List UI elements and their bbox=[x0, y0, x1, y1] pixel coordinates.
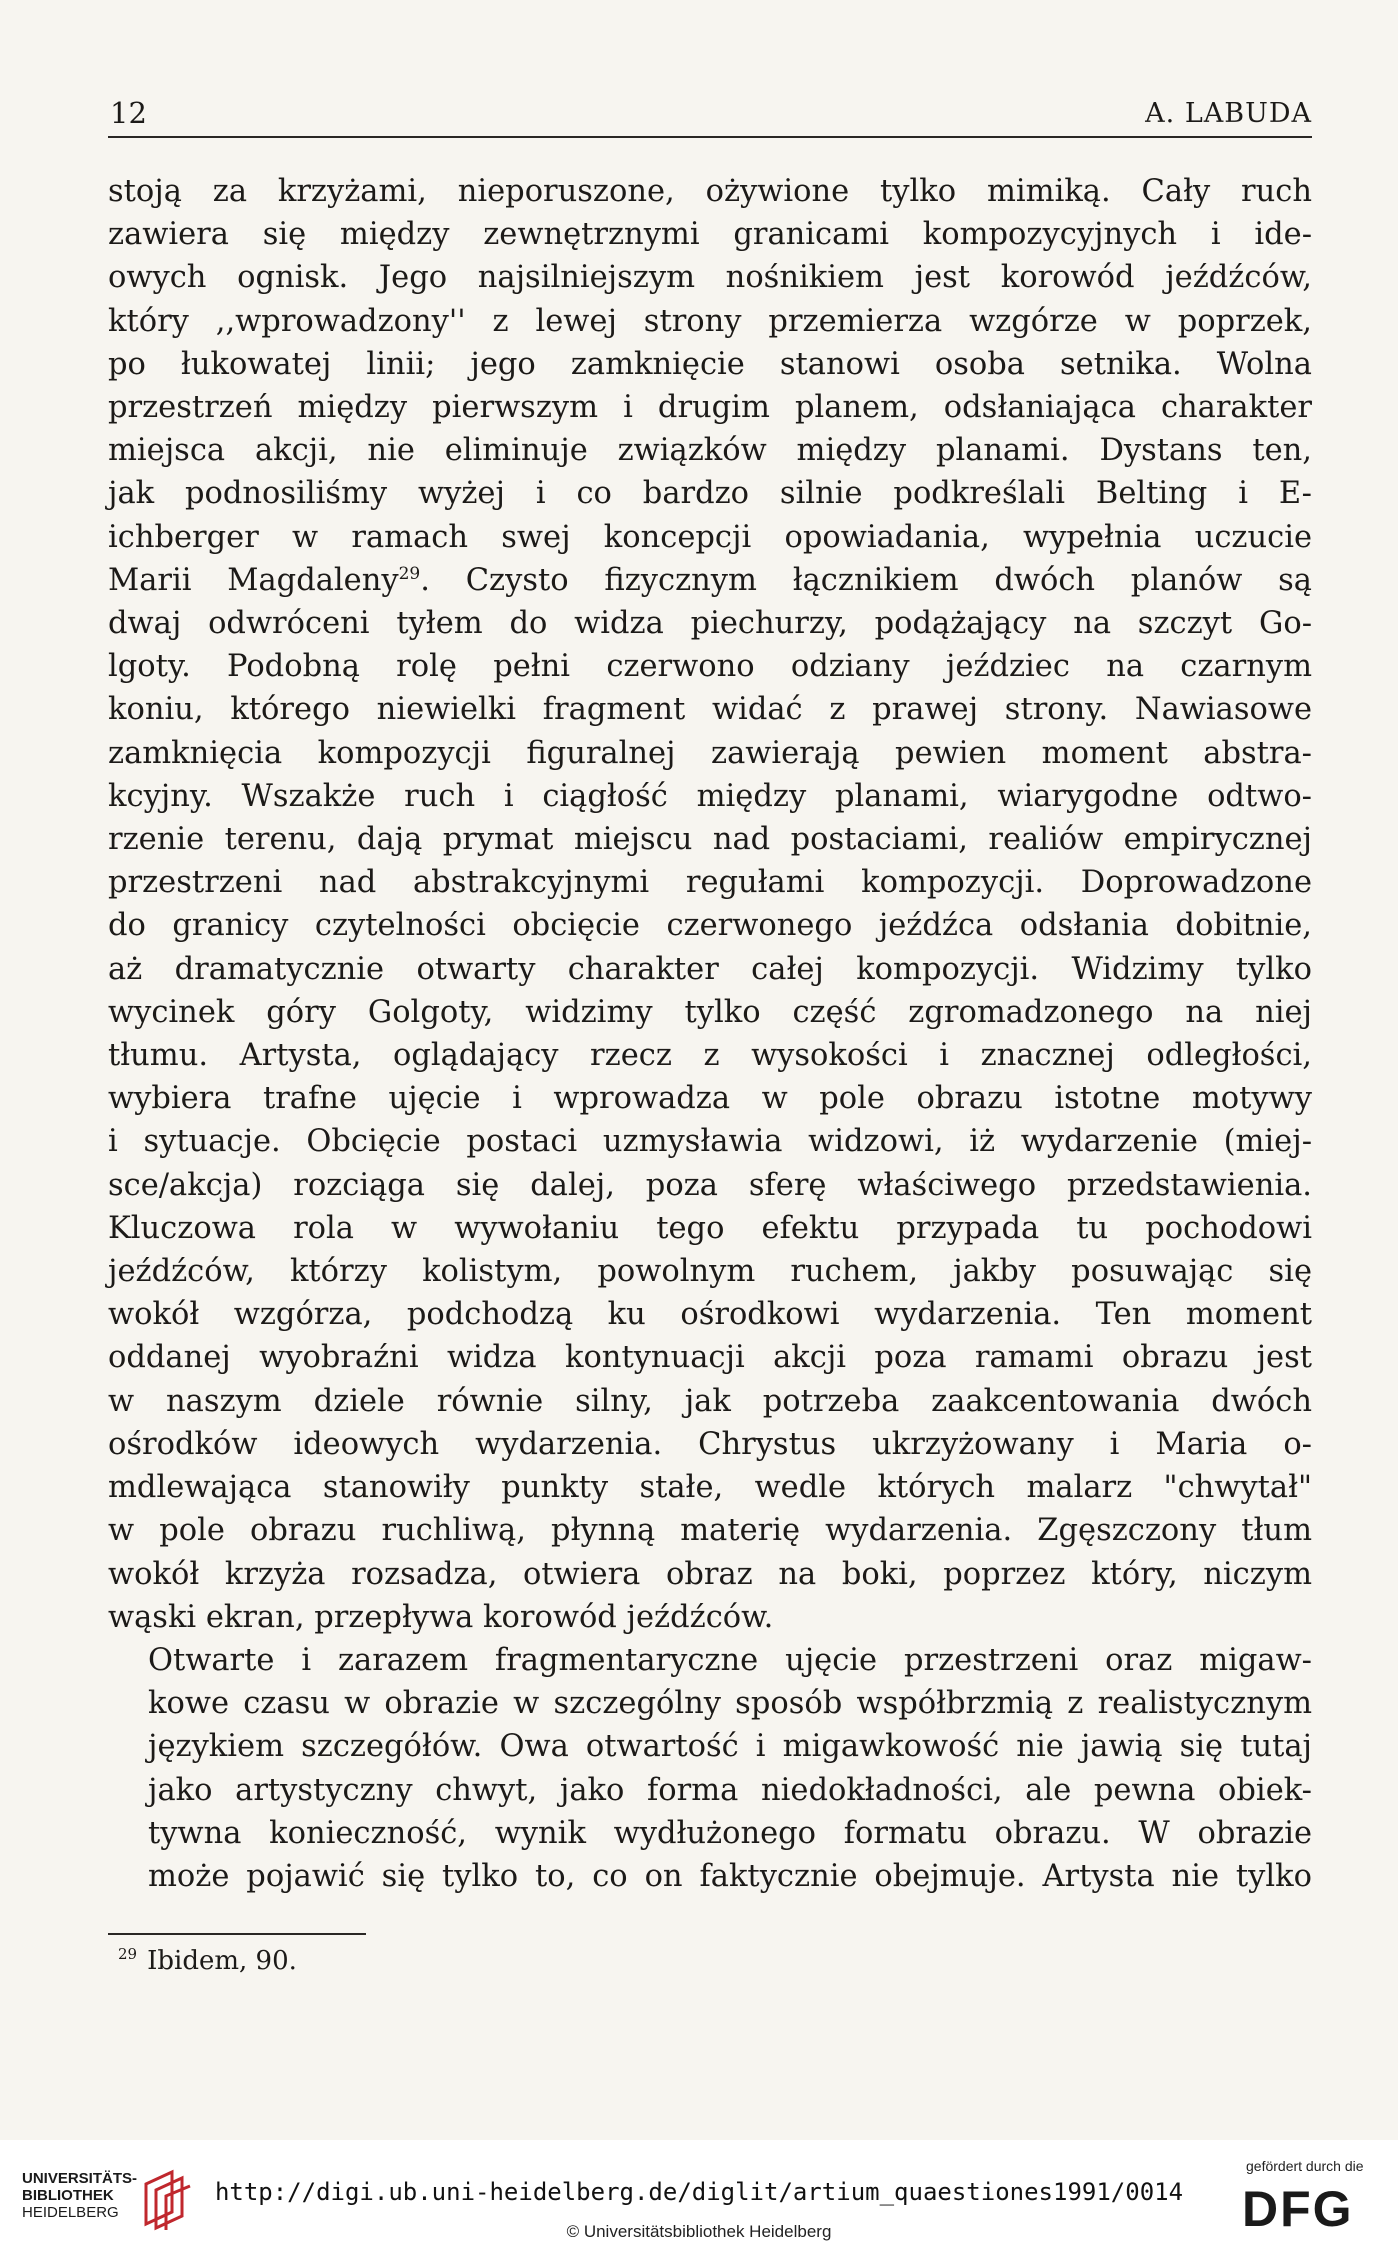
library-name-line: HEIDELBERG bbox=[22, 2204, 119, 2221]
text-line: stoją za krzyżami, nieporuszone, ożywione tylko mimiką. Cały ruch bbox=[108, 174, 1312, 209]
text-line: sce/akcja) rozciąga się dalej, poza sferę właściwego przedstawienia. bbox=[108, 1167, 1312, 1203]
text-line: ichberger w ramach swej koncepcji opowiadania, wypełnia uczucie bbox=[108, 519, 1312, 555]
text-line: i sytuacje. Obcięcie postaci uzmysławia widzowi, iż wydarzenie (miej- bbox=[108, 1124, 1312, 1160]
text-line: koniu, którego niewielki fragment widać z prawej strony. Nawiasowe bbox=[108, 692, 1312, 728]
text-line: kowe czasu w obrazie w szczególny sposób współbrzmią z realistycznym bbox=[148, 1686, 1312, 1722]
text-line: zamknięcia kompozycji figuralnej zawierają pewien moment abstra- bbox=[108, 735, 1312, 771]
text-line: mdlewająca stanowiły punkty stałe, wedle których malarz "chwytał" bbox=[108, 1470, 1312, 1506]
footnote-text: Ibidem, 90. bbox=[147, 1946, 297, 1976]
library-name-line: BIBLIOTHEK bbox=[22, 2187, 114, 2204]
text-line: dwaj odwróceni tyłem do widza piechurzy, podążający na szczyt Go- bbox=[108, 606, 1312, 642]
text-line: wybiera trafne ujęcie i wprowadza w pole obrazu istotne motywy bbox=[108, 1081, 1312, 1117]
text-line: ośrodków ideowych wydarzenia. Chrystus ukrzyżowany i Maria o- bbox=[108, 1426, 1312, 1462]
text-line: wycinek góry Golgoty, widzimy tylko część zgromadzonego na niej bbox=[108, 994, 1312, 1030]
text-line: rzenie terenu, dają prymat miejscu nad postaciami, realiów empirycznej bbox=[108, 822, 1312, 858]
text-line: jako artystyczny chwyt, jako forma niedokładności, ale pewna obiek- bbox=[148, 1772, 1312, 1808]
text-line: lgoty. Podobną rolę pełni czerwono odziany jeździec na czarnym bbox=[108, 649, 1312, 685]
text-line-with-footnote bbox=[108, 559, 1312, 602]
text-line: wokół wzgórza, podchodzą ku ośrodkowi wydarzenia. Ten moment bbox=[108, 1297, 1312, 1333]
running-head-author: A. LABUDA bbox=[1145, 98, 1312, 129]
text-line: owych ognisk. Jego najsilniejszym nośnikiem jest korowód jeźdźców, bbox=[108, 260, 1312, 296]
paragraph-1 bbox=[108, 170, 1312, 1639]
footnote bbox=[118, 1946, 297, 1976]
text-line: po łukowatej linii; jego zamknięcie stanowi osoba setnika. Wolna bbox=[108, 346, 1312, 382]
text-line: w naszym dziele równie silny, jak potrzeba zaakcentowania dwóch bbox=[108, 1383, 1312, 1419]
text-line: który ,,wprowadzony'' z lewej strony przemierza wzgórze w poprzek, bbox=[108, 303, 1312, 339]
text-line: Kluczowa rola w wywołaniu tego efektu przypada tu pochodowi bbox=[108, 1210, 1312, 1246]
text-line: jeźdźców, którzy kolistym, powolnym ruchem, jakby posuwając się bbox=[108, 1254, 1312, 1290]
text-line: oddanej wyobraźni widza kontynuacji akcji poza ramami obrazu jest bbox=[108, 1340, 1312, 1376]
permalink-url[interactable]: http://digi.ub.uni-heidelberg.de/diglit/artium_quaestiones1991/0014 bbox=[214, 2178, 1184, 2206]
footnote-number: 29 bbox=[118, 1945, 138, 1964]
text-line: jak podnosiliśmy wyżej i co bardzo silnie podkreślali Belting i E- bbox=[108, 476, 1312, 512]
text-fragment: . Czysto fizycznym łącznikiem dwóch planów są bbox=[420, 562, 1312, 598]
text-line: Otwarte i zarazem fragmentaryczne ujęcie przestrzeni oraz migaw- bbox=[148, 1642, 1312, 1678]
text-line: wokół krzyża rozsadza, otwiera obraz na boki, poprzez który, niczym bbox=[108, 1556, 1312, 1592]
paragraph-2 bbox=[108, 1639, 1312, 1898]
svg-text:DFG: DFG bbox=[1242, 2181, 1354, 2234]
text-line: do granicy czytelności obcięcie czerwonego jeźdźca odsłania dobitnie, bbox=[108, 908, 1312, 944]
digitization-footer bbox=[0, 2140, 1398, 2262]
footnote-reference[interactable]: 29 bbox=[398, 563, 421, 584]
text-line: tłumu. Artysta, oglądający rzecz z wysokości i znacznej odległości, bbox=[108, 1038, 1312, 1074]
body-text bbox=[108, 170, 1312, 1898]
footnote-separator bbox=[108, 1933, 366, 1935]
page-header bbox=[108, 96, 1312, 138]
text-line: zawiera się między zewnętrznymi granicami kompozycyjnych i ide- bbox=[108, 217, 1312, 253]
text-line: przestrzeń między pierwszym i drugim planem, odsłaniająca charakter bbox=[108, 390, 1312, 426]
page-number: 12 bbox=[110, 96, 147, 130]
text-fragment: Marii Magdaleny bbox=[108, 562, 399, 598]
text-line: może pojawić się tylko to, co on faktycznie obejmuje. Artysta nie tylko bbox=[148, 1858, 1312, 1894]
dfg-logo-icon[interactable] bbox=[1240, 2178, 1372, 2234]
text-line last: wąski ekran, przepływa korowód jeźdźców. bbox=[108, 1599, 774, 1635]
copyright-notice: © Universitätsbibliothek Heidelberg bbox=[566, 2222, 832, 2241]
library-name-line: UNIVERSITÄTS- bbox=[22, 2170, 138, 2187]
text-line: przestrzeni nad abstrakcyjnymi regułami kompozycji. Doprowadzone bbox=[108, 865, 1312, 901]
text-line: aż dramatycznie otwarty charakter całej kompozycji. Widzimy tylko bbox=[108, 951, 1312, 987]
funding-note: gefördert durch die bbox=[1246, 2158, 1364, 2174]
text-line: w pole obrazu ruchliwą, płynną materię wydarzenia. Zgęszczony tłum bbox=[108, 1513, 1312, 1549]
text-line: miejsca akcji, nie eliminuje związków między planami. Dystans ten, bbox=[108, 433, 1312, 469]
text-line: tywna konieczność, wynik wydłużonego formatu obrazu. W obrazie bbox=[148, 1815, 1312, 1851]
text-line: kcyjny. Wszakże ruch i ciągłość między planami, wiarygodne odtwo- bbox=[108, 778, 1312, 814]
text-line: językiem szczegółów. Owa otwartość i migawkowość nie jawią się tutaj bbox=[148, 1729, 1312, 1765]
